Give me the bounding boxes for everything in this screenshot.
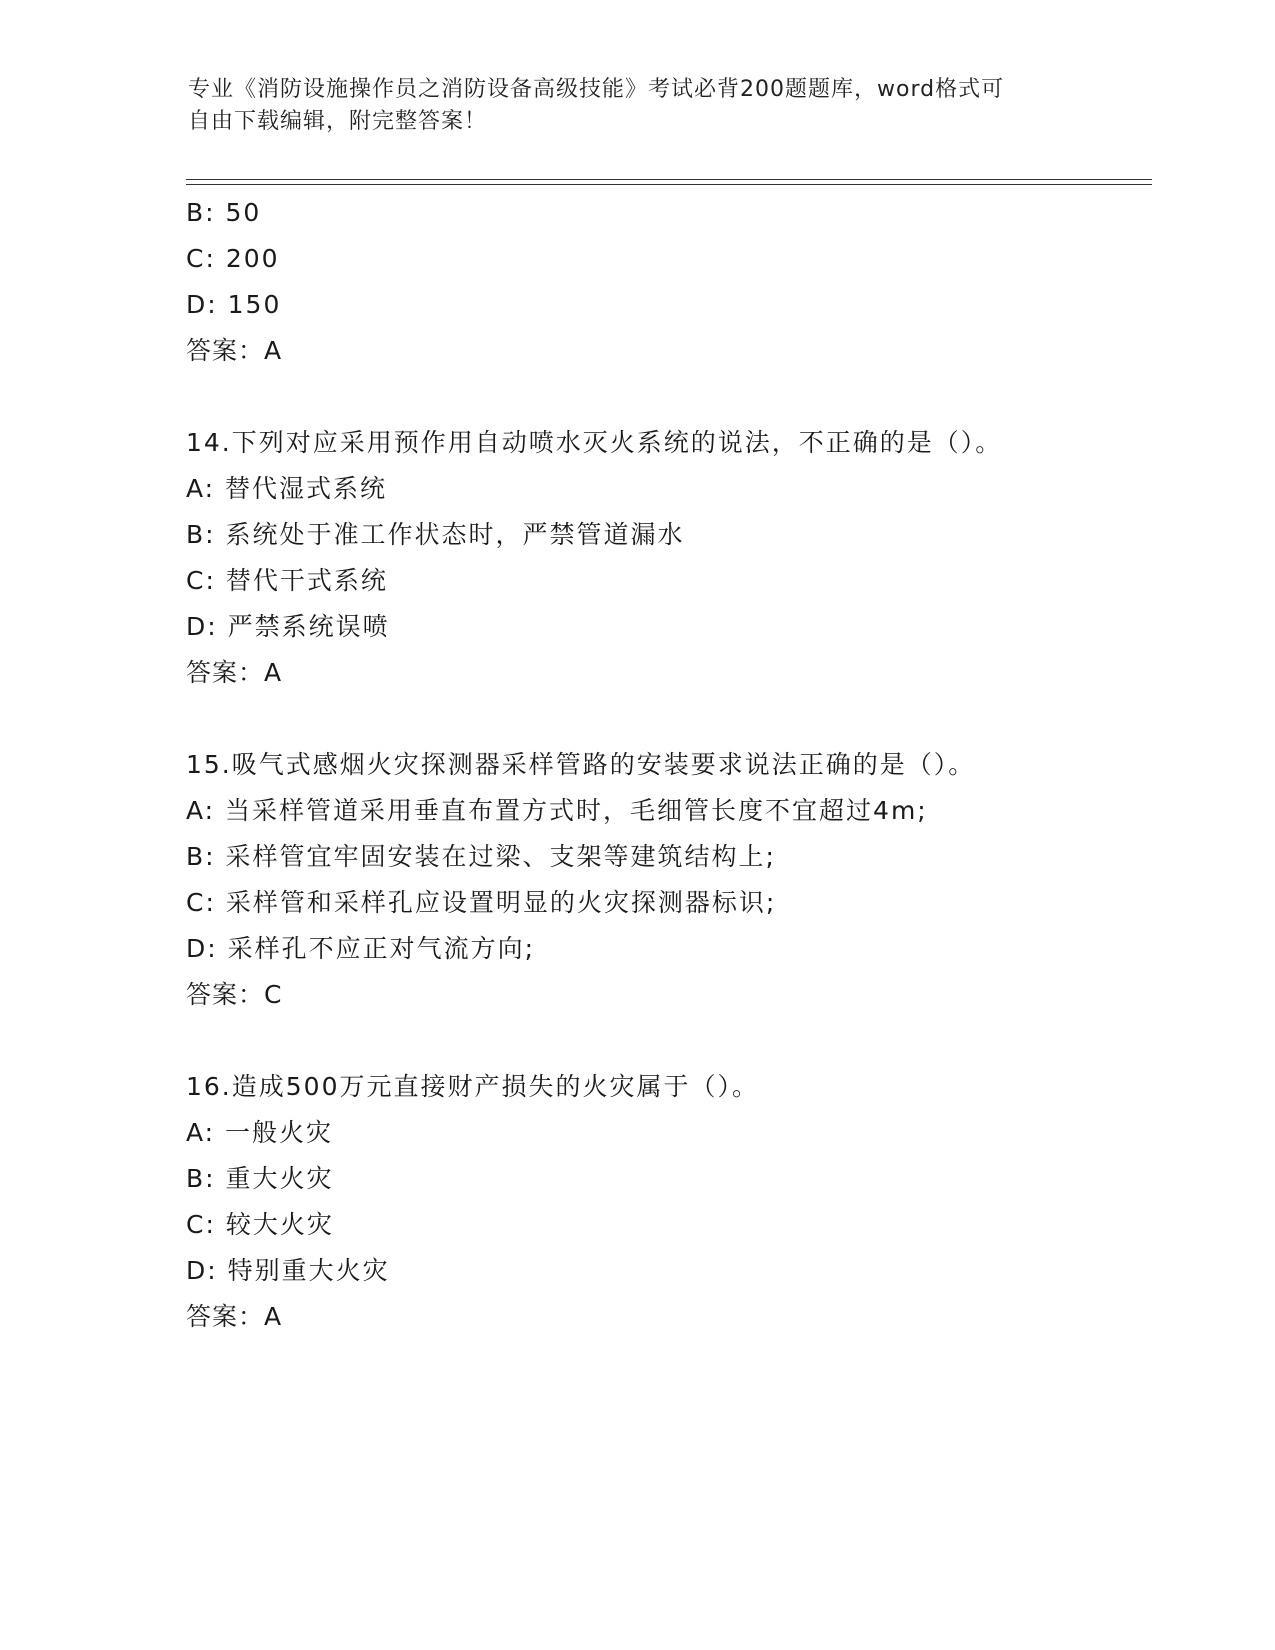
question-list bbox=[186, 190, 1146, 1340]
answer-line: 答案：A bbox=[186, 1302, 283, 1331]
question-16 bbox=[186, 1064, 1146, 1340]
answer-line: 答案：A bbox=[186, 658, 283, 687]
header-title-line-2: 自由下载编辑，附完整答案！ bbox=[188, 109, 488, 134]
option-d: D: 150 bbox=[186, 290, 282, 319]
document-header bbox=[188, 74, 1088, 138]
header-title-line-1: 专业《消防设施操作员之消防设备高级技能》考试必背200题题库，word格式可 bbox=[188, 77, 1005, 102]
answer-line: 答案：C bbox=[186, 980, 283, 1009]
option-c: C: 采样管和采样孔应设置明显的火灾探测器标识; bbox=[186, 888, 777, 917]
option-a: A: 一般火灾 bbox=[186, 1118, 334, 1147]
question-stem: 14.下列对应采用预作用自动喷水灭火系统的说法，不正确的是（）。 bbox=[186, 428, 1003, 457]
option-c: C: 替代干式系统 bbox=[186, 566, 388, 595]
option-a: A: 当采样管道采用垂直布置方式时，毛细管长度不宜超过4m; bbox=[186, 796, 928, 825]
question-stem: 15.吸气式感烟火灾探测器采样管路的安装要求说法正确的是（）。 bbox=[186, 750, 976, 779]
option-d: D: 特别重大火灾 bbox=[186, 1256, 390, 1285]
option-c: C: 较大火灾 bbox=[186, 1210, 334, 1239]
option-b: B: 50 bbox=[186, 198, 262, 227]
header-divider-top bbox=[186, 179, 1152, 180]
option-b: B: 系统处于准工作状态时，严禁管道漏水 bbox=[186, 520, 685, 549]
option-b: B: 采样管宜牢固安装在过梁、支架等建筑结构上; bbox=[186, 842, 776, 871]
question-number: 14. bbox=[186, 428, 232, 457]
option-d: D: 采样孔不应正对气流方向; bbox=[186, 934, 536, 963]
question-number: 15. bbox=[186, 750, 232, 779]
question-15 bbox=[186, 742, 1146, 1018]
question-stem: 16.造成500万元直接财产损失的火灾属于（）。 bbox=[186, 1072, 759, 1101]
header-divider-bottom bbox=[186, 184, 1152, 185]
answer-line: 答案：A bbox=[186, 336, 283, 365]
question-14 bbox=[186, 420, 1146, 696]
question-number: 16. bbox=[186, 1072, 232, 1101]
option-a: A: 替代湿式系统 bbox=[186, 474, 388, 503]
option-c: C: 200 bbox=[186, 244, 280, 273]
question-13-continued bbox=[186, 190, 1146, 374]
answer-value: A bbox=[264, 658, 283, 687]
answer-value: A bbox=[264, 336, 283, 365]
option-d: D: 严禁系统误喷 bbox=[186, 612, 390, 641]
spacer bbox=[186, 374, 1146, 420]
answer-value: C bbox=[264, 980, 283, 1009]
spacer bbox=[186, 1018, 1146, 1064]
answer-value: A bbox=[264, 1302, 283, 1331]
spacer bbox=[186, 696, 1146, 742]
option-b: B: 重大火灾 bbox=[186, 1164, 334, 1193]
